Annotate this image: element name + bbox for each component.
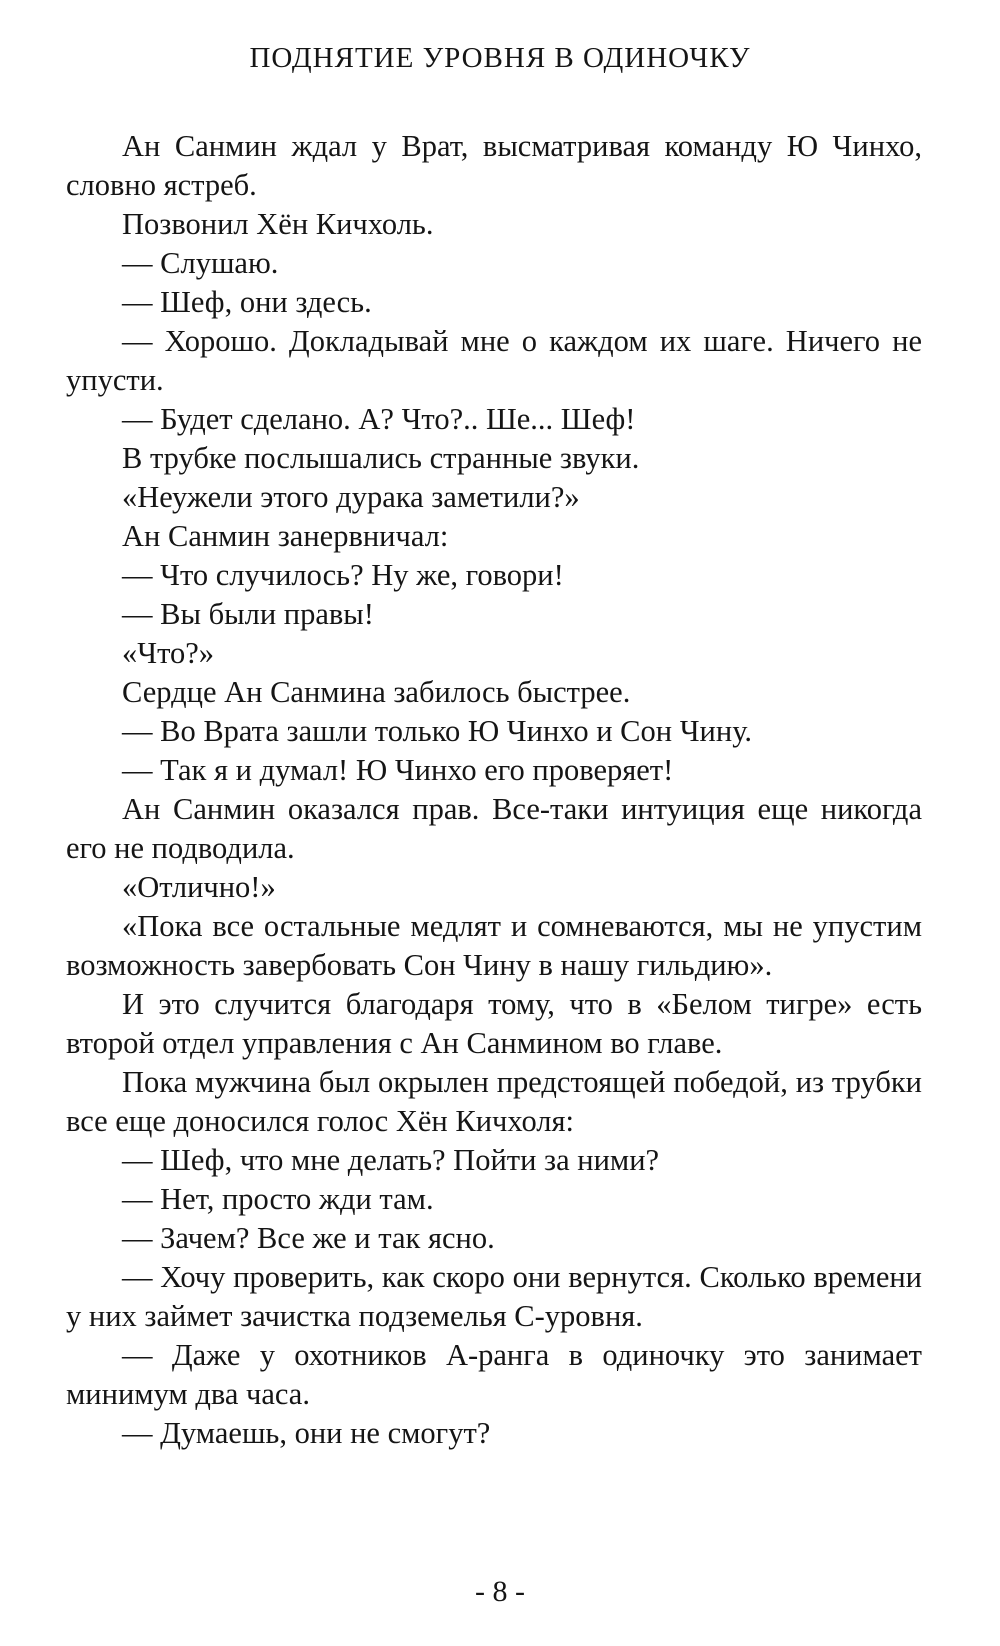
paragraph: — Шеф, что мне делать? Пойти за ними? [122,1143,660,1177]
paragraph: — Хочу проверить, как скоро они вернутся. Сколько времени у них займет зачистка подземелья С-уровня. [66,1260,922,1333]
paragraph: — Так я и думал! Ю Чинхо его проверяет! [122,753,674,787]
paragraph: — Даже у охотников А-ранга в одиночку это занимает минимум два часа. [66,1338,922,1411]
paragraph: «Неужели этого дурака заметили?» [122,480,580,514]
paragraph: — Зачем? Все же и так ясно. [122,1221,495,1255]
paragraph: «Пока все остальные медлят и сомневаются, мы не упустим возможность завербовать Сон Чину в нашу гильдию». [66,909,922,982]
paragraph: — Вы были правы! [122,597,374,631]
paragraph: Ан Санмин оказался прав. Все-таки интуиция еще никогда его не подводила. [66,792,922,865]
paragraph: — Во Врата зашли только Ю Чинхо и Сон Чину. [122,714,753,748]
paragraph: Ан Санмин занервничал: [122,519,449,553]
paragraph: Пока мужчина был окрылен предстоящей победой, из трубки все еще доносился голос Хён Кичхоля: [66,1065,922,1138]
paragraph: «Отлично!» [122,870,276,904]
paragraph: «Что?» [122,636,215,670]
running-head: ПОДНЯТИЕ УРОВНЯ В ОДИНОЧКУ [249,42,751,74]
paragraph: — Нет, просто жди там. [122,1182,434,1216]
paragraph: — Думаешь, они не смогут? [122,1416,491,1450]
page-number: - 8 - [475,1575,525,1608]
paragraph: И это случится благодаря тому, что в «Белом тигре» есть второй отдел управления с Ан Санмином во главе. [66,987,922,1060]
paragraph: В трубке послышались странные звуки. [122,441,640,475]
paragraph: — Слушаю. [122,246,279,280]
paragraph: Ан Санмин ждал у Врат, высматривая команду Ю Чинхо, словно ястреб. [66,129,922,202]
paragraph: — Шеф, они здесь. [122,285,372,319]
paragraph: Сердце Ан Санмина забилось быстрее. [122,675,631,709]
paragraph: — Будет сделано. А? Что?.. Ше... Шеф! [122,402,636,436]
paragraph: Позвонил Хён Кичхоль. [122,207,434,241]
body-text [66,127,922,1453]
paragraph: — Что случилось? Ну же, говори! [122,558,564,592]
paragraph: — Хорошо. Докладывай мне о каждом их шаге. Ничего не упусти. [66,324,922,397]
